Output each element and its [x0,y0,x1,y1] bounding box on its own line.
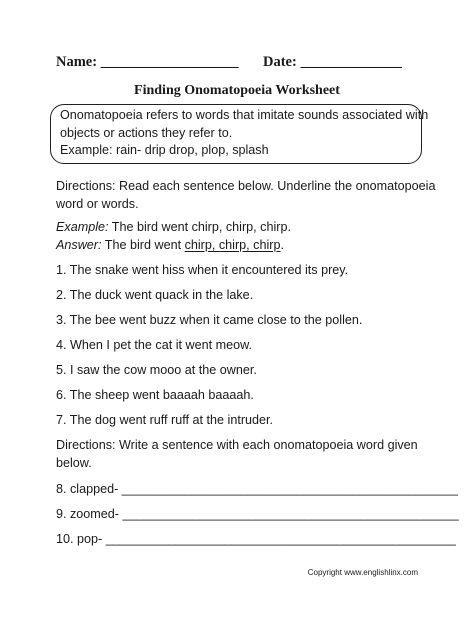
answer-suffix: . [280,237,284,252]
date-field-label: Date: ______________ [263,54,402,70]
directions-read-line-2: word or words. [56,196,139,211]
answer-underlined: chirp, chirp, chirp [184,237,281,252]
directions-read [56,178,435,213]
directions-write-line-1: Directions: Write a sentence with each onomatopoeia word given [56,438,418,452]
example-label: Example: [56,220,109,234]
directions-write-line-2: below. [56,455,92,470]
definition-line-3: Example: rain- drip drop, plop, splash [60,143,269,157]
question-item: 2. The duck went quack in the lake. [56,288,254,302]
definition-line-2: objects or actions they refer to. [60,125,233,140]
question-item: 4. When I pet the cat it went meow. [56,338,253,352]
copyright-footer: Copyright www.englishlinx.com [307,568,418,577]
answer-line [56,237,291,255]
directions-read-line-1: Directions: Read each sentence below. Underline the onomatopoeia [56,179,436,193]
question-item: 3. The bee went buzz when it came close to the pollen. [56,313,363,327]
answer-prefix: The bird went [101,237,185,252]
definition-text [60,107,428,160]
write-item-zoomed: 9. zoomed- ________________________________________________ [56,507,459,521]
question-item: 5. I saw the cow mooo at the owner. [56,363,257,377]
answer-label: Answer: [56,237,102,252]
question-item: 1. The snake went hiss when it encountered its prey. [56,263,349,277]
question-item: 7. The dog went ruff ruff at the intruder. [56,413,274,427]
directions-write [56,437,418,472]
write-item-pop: 10. pop- __________________________________________________ [56,532,456,546]
write-item-clapped: 8. clapped- ________________________________________________ [56,482,459,496]
example-text: The bird went chirp, chirp, chirp. [108,220,291,234]
worksheet-title: Finding Onomatopoeia Worksheet [134,83,340,98]
definition-line-1: Onomatopoeia refers to words that imitate sounds associated with [60,108,429,122]
name-field-label: Name: ___________________ [56,54,239,70]
example-line [56,219,291,237]
example-block [56,219,291,254]
question-item: 6. The sheep went baaaah baaaah. [56,388,254,402]
